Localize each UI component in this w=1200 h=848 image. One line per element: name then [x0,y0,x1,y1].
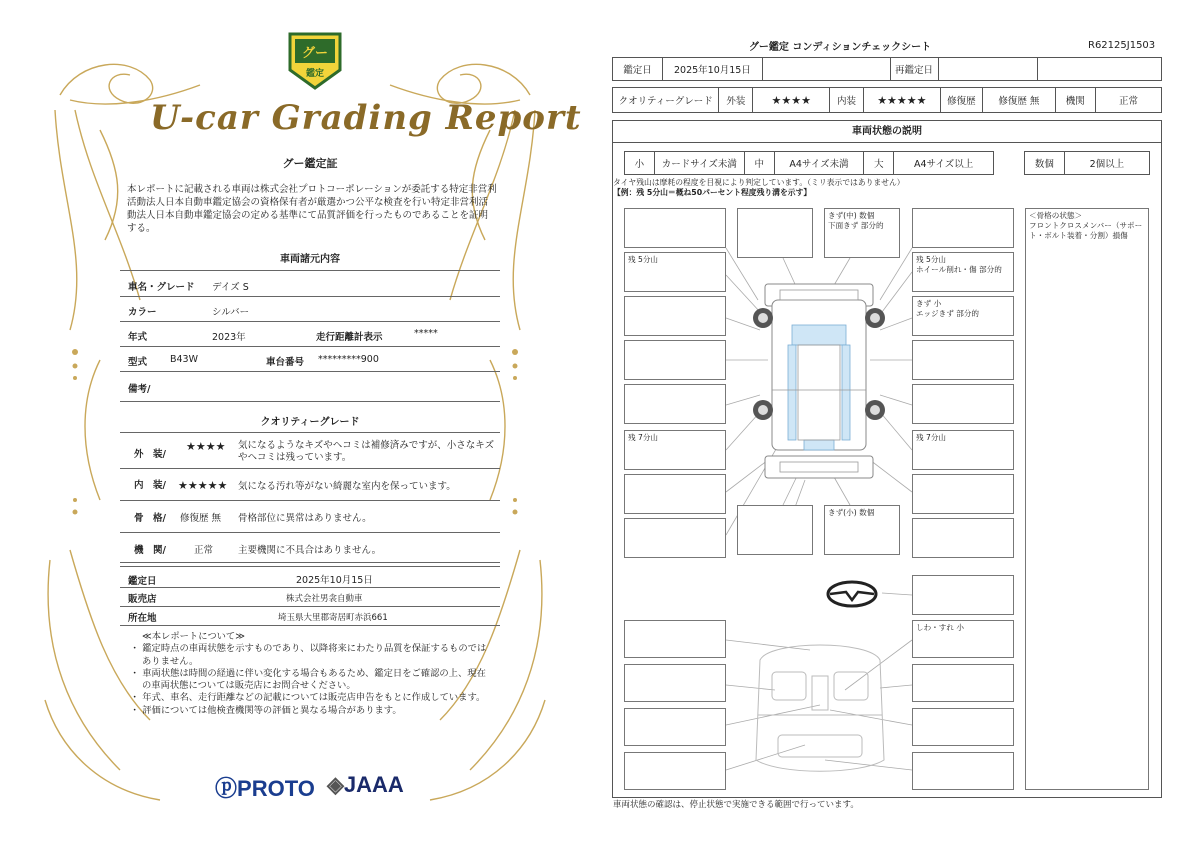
note-box-left-front-tire: 残 5分山 [624,252,726,292]
vehicle-name: デイズ S [212,282,249,293]
engine-comment: 主要機関に不具合はありません。 [238,545,382,556]
quality-heading: クオリティーグレード [260,417,360,428]
note-box [624,620,726,658]
report-notes [130,631,495,717]
engine-row: 機 関/ 正常 主要機関に不具合はありません。 [120,533,500,563]
note-box [624,296,726,336]
dealer-name: 株式会社男衾自動車 [286,594,363,604]
note-box [624,664,726,702]
sheet-number: R62125J1503 [1088,40,1156,51]
note-box [912,340,1014,380]
count-legend: 数個 2個以上 [1024,151,1150,175]
exterior-row: 外 装/ ★★★★ 気になるようなキズやヘコミは補修済みですが、小さなキズやヘコミは残っています。 [120,432,500,469]
note-box [624,518,726,558]
odometer-value: ***** [414,328,438,339]
note-box-left-rear-tire: 残 7分山 [624,430,726,470]
note-item: ・ 年式、車名、走行距離などの記載については販売店申告をもとに作成しています。 [130,692,486,704]
note-box-right-front: きず 小 エッジきず 部分的 [912,296,1014,336]
specs-heading: 車両諸元内容 [280,254,340,265]
note-box [912,664,1014,702]
interior-comment: 気になる汚れ等がない綺麗な室内を保っています。 [238,481,456,492]
note-box [624,708,726,746]
note-box [737,208,813,258]
notes-heading: ≪本レポートについて≫ [142,631,245,642]
exterior-comment: 気になるようなキズやヘコミは補修済みですが、小さなキズやヘコミは残っています。 [238,440,495,463]
grade-table: クオリティーグレード 外装 ★★★★ 内装 ★★★★★ 修復歴 修復歴 無 機関 正常 [612,87,1162,113]
note-box [912,575,1014,615]
note-box [912,384,1014,424]
tire-note: タイヤ残山は摩耗の程度を目視により判定しています。（ミリ表示ではありません） 【例：残 5分山＝概ね50パーセント程度残り溝を示す】 [613,178,905,197]
dealer-row: 販売店 株式会社男衾自動車 [120,588,500,607]
model-code: B43W [170,354,198,365]
note-box [624,384,726,424]
reinspect-label: 再鑑定日 [890,58,938,81]
int-stars: ★★★★★ [864,88,941,113]
note-box-top-center: きず(中) 数個 下面きず 部分的 [824,208,900,258]
note-box [624,752,726,790]
frame-row: 骨 格/ 修復歴 無 骨格部位に異常はありません。 [120,501,500,533]
svg-text:グー: グー [301,46,329,61]
steering-wheel-icon [828,582,876,606]
note-box [912,708,1014,746]
goo-kantei-badge-icon [286,30,344,92]
vehicle-year: 2023年 [212,332,246,343]
note-box-interior: しわ・すれ 小 [912,620,1014,658]
dealer-address: 埼玉県大里郡寄居町赤浜661 [278,613,388,623]
date-row: 鑑定日 2025年10月15日 [120,566,500,588]
svg-text:鑑定: 鑑定 [305,69,325,79]
note-item: ・ 車両状態は時間の経過に伴い変化する場合もあるため、鑑定日をご確認の上、現在の車両状態については販売店にお問合せください。 [130,667,486,692]
interior-row: 内 装/ ★★★★★ 気になる汚れ等がない綺麗な室内を保っています。 [120,469,500,501]
note-box [912,518,1014,558]
grading-certificate [0,0,590,848]
year-row: 年式 2023年 走行距離計表示 ***** [120,322,500,347]
sheet-footer: 車両状態の確認は、停止状態で実施できる範囲で行っています。 [613,800,859,810]
note-box [624,340,726,380]
model-row: 型式 B43W 車台番号 *********900 [120,347,500,372]
frame-value: 修復歴 無 [180,513,222,524]
grade-label: クオリティーグレード [613,88,719,113]
exterior-stars: ★★★★ [186,440,226,453]
frame-condition-note: ＜骨格の状態＞ フロントクロスメンバー（サポート・ボルト装着・分割）損傷 [1025,208,1149,790]
color-row: カラー シルバー [120,297,500,322]
note-box [912,474,1014,514]
sponsor-logos [215,770,415,802]
repair-value: 修復歴 無 [983,88,1055,113]
report-title: U-car Grading Report [150,98,582,138]
address-row: 所在地 埼玉県大里郡寄居町赤浜661 [120,607,500,626]
proto-logo: ⓟPROTO [215,776,315,801]
certificate-statement: 本レポートに記載される車両は株式会社プロトコーポレーションが委託する特定非営利活動法人日本自動車鑑定協会の資格保有者が厳選かつ公平な検査を行い特定非営利活動法人日本自動車鑑定協会の定める基準にて品質評価を行ったものであることを証明する。 [127,184,497,234]
note-item: ・ 鑑定時点の車両状態を示すものであり、以降将来にわたり品質を保証するものではありません。 [130,643,487,667]
proto-mark-icon: ⓟ [215,776,238,801]
vehicle-color: シルバー [212,307,250,318]
jaaa-logo: ◈JAAA [327,772,404,797]
certificate-heading: グー鑑定証 [282,157,338,170]
engine-value: 正常 [1095,88,1161,113]
note-box [912,208,1014,248]
size-legend: 小 カードサイズ未満 中 A4サイズ未満 大 A4サイズ以上 [624,151,994,175]
note-box [624,208,726,248]
ext-stars: ★★★★ [753,88,830,113]
note-box-right-rear-tire: 残 7分山 [912,430,1014,470]
frame-comment: 骨格部位に異常はありません。 [238,513,372,524]
inspection-date: 2025年10月15日 [296,575,373,586]
date-value: 2025年10月15日 [662,58,762,81]
note-box [624,474,726,514]
vehicle-name-row: 車名・グレード デイズ S [120,270,500,297]
note-box-right-front-tire: 残 5分山 ホイール削れ・傷 部分的 [912,252,1014,292]
chassis-number: *********900 [318,354,379,365]
date-label: 鑑定日 [613,58,663,81]
condition-check-sheet [600,0,1200,848]
engine-value: 正常 [194,545,214,556]
panel-heading: 車両状態の説明 [613,121,1161,143]
note-item: ・ 評価については他検査機関等の評価と異なる場合があります。 [130,704,402,716]
note-box [737,505,813,555]
note-box-bottom-center: きず(小) 数個 [824,505,900,555]
jaaa-mark-icon: ◈ [327,772,344,797]
sheet-title: グー鑑定 コンディションチェックシート [748,42,932,53]
remarks-row: 備考/ [120,372,500,402]
note-box [912,752,1014,790]
interior-stars: ★★★★★ [178,479,228,492]
